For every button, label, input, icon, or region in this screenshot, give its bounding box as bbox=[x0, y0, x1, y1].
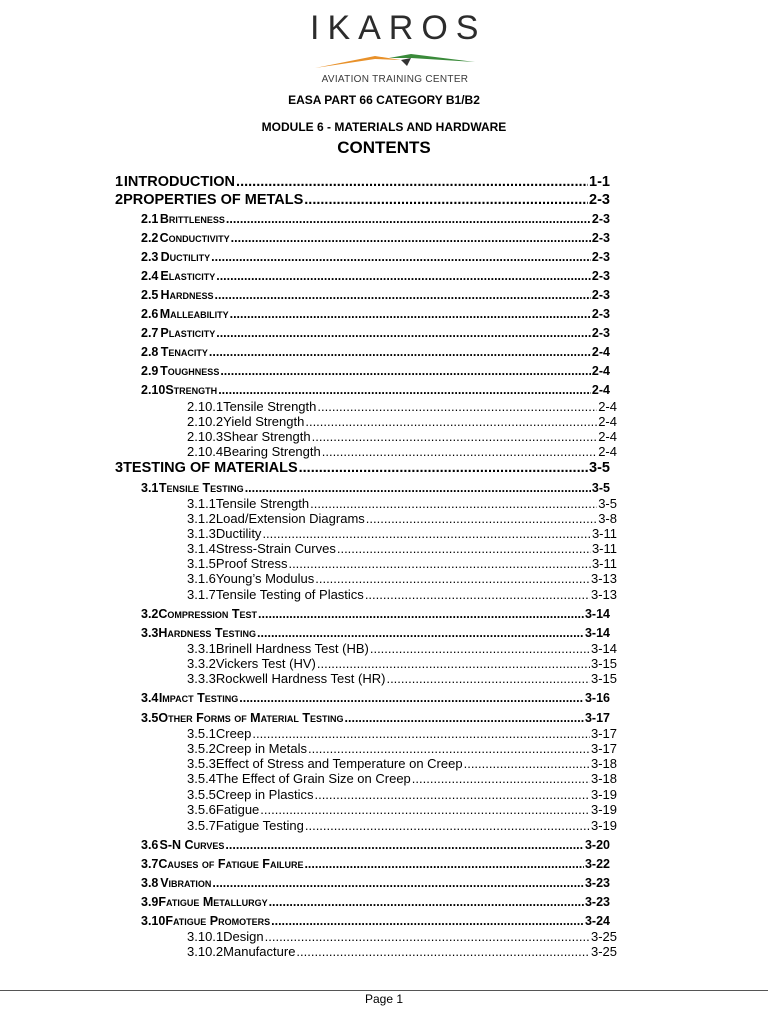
toc-entry-page: 3-16 bbox=[584, 691, 610, 705]
toc-entry[interactable] bbox=[141, 607, 610, 624]
toc-entry-page: 3-5 bbox=[598, 496, 617, 511]
toc-dot-leader bbox=[218, 383, 591, 397]
toc-entry-page: 3-17 bbox=[590, 726, 617, 741]
toc-entry-number: 2.10.4 bbox=[187, 444, 224, 459]
toc-dot-leader bbox=[412, 771, 590, 786]
toc-entry-page: 3-5 bbox=[589, 460, 610, 476]
toc-entry-page: 2-4 bbox=[591, 383, 610, 397]
toc-entry-number: 3.10.1 bbox=[187, 929, 224, 944]
toc-entry-title: Vibration bbox=[160, 876, 212, 890]
toc-dot-leader bbox=[305, 414, 597, 429]
toc-dot-leader bbox=[215, 288, 591, 302]
toc-entry-title: Fatigue bbox=[215, 802, 260, 817]
toc-entry-page: 3-25 bbox=[590, 929, 617, 944]
toc-dot-leader bbox=[304, 857, 584, 871]
toc-entry-title: Tensile Strength bbox=[223, 399, 317, 414]
toc-entry[interactable] bbox=[187, 511, 617, 526]
toc-entry-title: Fatigue Promoters bbox=[165, 914, 271, 928]
toc-entry-title: Strength bbox=[165, 383, 218, 397]
toc-entry-title: Compression Test bbox=[158, 607, 258, 621]
toc-entry-number: 2 bbox=[115, 192, 124, 208]
toc-entry-title: INTRODUCTION bbox=[123, 174, 236, 190]
toc-entry-number: 3.3.2 bbox=[187, 656, 216, 671]
toc-entry-page: 3-25 bbox=[590, 944, 617, 959]
toc-entry-number: 2.3 bbox=[141, 250, 159, 264]
toc-entry-number: 3.1.5 bbox=[187, 556, 216, 571]
toc-dot-leader bbox=[345, 711, 584, 725]
toc-entry-number: 3.4 bbox=[141, 691, 159, 705]
toc-dot-leader bbox=[322, 444, 597, 459]
module-title: MODULE 6 - MATERIALS AND HARDWARE bbox=[261, 120, 507, 134]
toc-entry-page: 3-23 bbox=[584, 895, 610, 909]
toc-entry-number: 3.3.1 bbox=[187, 641, 216, 656]
toc-dot-leader bbox=[257, 626, 584, 640]
toc-entry[interactable] bbox=[141, 326, 610, 343]
toc-dot-leader bbox=[314, 787, 590, 802]
toc-entry-title: Toughness bbox=[160, 364, 220, 378]
toc-entry-title: Tensile Testing of Plastics bbox=[215, 587, 364, 602]
toc-dot-leader bbox=[216, 326, 591, 340]
toc-entry-number: 3.8 bbox=[141, 876, 159, 890]
toc-entry-title: Plasticity bbox=[160, 326, 216, 340]
toc-entry-page: 2-3 bbox=[591, 231, 610, 245]
toc-entry-title: Tenacity bbox=[160, 345, 208, 359]
toc-dot-leader bbox=[269, 895, 584, 909]
toc-entry-page: 2-4 bbox=[598, 429, 617, 444]
toc-entry-number: 3.1.2 bbox=[187, 511, 216, 526]
toc-entry-number: 3.5.1 bbox=[187, 726, 216, 741]
toc-entry[interactable] bbox=[187, 526, 617, 541]
toc-entry-page: 2-3 bbox=[591, 288, 610, 302]
toc-entry[interactable] bbox=[187, 556, 617, 571]
toc-dot-leader bbox=[310, 496, 597, 511]
toc-dot-leader bbox=[304, 192, 588, 208]
toc-entry[interactable] bbox=[141, 307, 610, 324]
toc-dot-leader bbox=[386, 671, 590, 686]
toc-entry[interactable] bbox=[187, 802, 617, 817]
toc-entry[interactable] bbox=[187, 671, 617, 686]
toc-entry-title: Creep in Metals bbox=[215, 741, 307, 756]
toc-entry-number: 2.5 bbox=[141, 288, 159, 302]
toc-dot-leader bbox=[239, 691, 584, 705]
toc-entry-page: 3-11 bbox=[591, 526, 617, 541]
toc-dot-leader bbox=[230, 307, 591, 321]
toc-entry-page: 3-11 bbox=[591, 541, 617, 556]
toc-entry-page: 3-14 bbox=[584, 607, 610, 621]
toc-entry[interactable] bbox=[187, 726, 617, 741]
toc-dot-leader bbox=[288, 556, 590, 571]
toc-entry-number: 2.7 bbox=[141, 326, 159, 340]
toc-dot-leader bbox=[245, 481, 591, 495]
toc-entry[interactable] bbox=[141, 288, 610, 305]
toc-entry[interactable] bbox=[187, 587, 617, 602]
toc-entry[interactable] bbox=[141, 895, 610, 912]
toc-dot-leader bbox=[308, 741, 590, 756]
toc-entry[interactable] bbox=[115, 174, 610, 192]
page-number: Page 1 bbox=[364, 992, 404, 1006]
toc-entry-title: Manufacture bbox=[223, 944, 296, 959]
toc-entry-number: 2.9 bbox=[141, 364, 159, 378]
toc-entry[interactable] bbox=[187, 571, 617, 586]
toc-entry-title: Causes of Fatigue Failure bbox=[158, 857, 304, 871]
toc-entry-title: Stress-Strain Curves bbox=[215, 541, 336, 556]
toc-entry-page: 3-8 bbox=[598, 511, 617, 526]
toc-entry-page: 3-20 bbox=[584, 838, 610, 852]
toc-entry-page: 3-19 bbox=[590, 787, 617, 802]
toc-entry[interactable] bbox=[187, 444, 617, 459]
toc-entry-title: Ductility bbox=[160, 250, 211, 264]
toc-entry-page: 3-17 bbox=[590, 741, 617, 756]
toc-entry-page: 2-3 bbox=[591, 212, 610, 226]
toc-dot-leader bbox=[317, 656, 590, 671]
toc-entry-page: 3-23 bbox=[584, 876, 610, 890]
toc-entry-number: 2.10 bbox=[141, 383, 166, 397]
toc-entry[interactable] bbox=[141, 383, 610, 400]
toc-entry[interactable] bbox=[141, 269, 610, 286]
toc-entry-number: 2.1 bbox=[141, 212, 159, 226]
toc-entry-title: S-N Curves bbox=[159, 838, 225, 852]
toc-entry-page: 3-5 bbox=[591, 481, 610, 495]
toc-entry-title: Effect of Stress and Temperature on Creep bbox=[215, 756, 463, 771]
toc-entry-title: Conductivity bbox=[159, 231, 230, 245]
toc-dot-leader bbox=[216, 269, 591, 283]
toc-entry-number: 2.6 bbox=[141, 307, 159, 321]
toc-entry[interactable] bbox=[141, 838, 610, 855]
toc-entry[interactable] bbox=[187, 496, 617, 511]
toc-entry-number: 3.3.3 bbox=[187, 671, 216, 686]
toc-entry-title: Young’s Modulus bbox=[215, 571, 315, 586]
toc-entry-number: 3.5.6 bbox=[187, 802, 216, 817]
toc-dot-leader bbox=[312, 429, 598, 444]
toc-entry-title: Rockwell Hardness Test (HR) bbox=[215, 671, 386, 686]
toc-entry-number: 3.1.3 bbox=[187, 526, 216, 541]
toc-entry-page: 3-17 bbox=[584, 711, 610, 725]
toc-entry[interactable] bbox=[141, 364, 610, 381]
toc-entry-number: 3.5 bbox=[141, 711, 159, 725]
toc-entry-number: 2.10.2 bbox=[187, 414, 224, 429]
toc-entry[interactable] bbox=[187, 414, 617, 429]
toc-entry[interactable] bbox=[141, 231, 610, 248]
toc-entry-page: 2-4 bbox=[598, 399, 617, 414]
toc-entry-title: Tensile Strength bbox=[215, 496, 310, 511]
toc-entry[interactable] bbox=[141, 857, 610, 874]
toc-entry-page: 3-18 bbox=[590, 756, 617, 771]
toc-entry[interactable] bbox=[187, 929, 617, 944]
toc-entry-page: 2-4 bbox=[591, 364, 610, 378]
toc-entry-title: Tensile Testing bbox=[158, 481, 244, 495]
toc-entry-page: 2-4 bbox=[598, 414, 617, 429]
toc-entry-title: Design bbox=[223, 929, 264, 944]
toc-entry-page: 3-15 bbox=[590, 656, 617, 671]
toc-entry-number: 3.1.7 bbox=[187, 587, 216, 602]
toc-entry-number: 3.1 bbox=[141, 481, 159, 495]
toc-entry-title: Bearing Strength bbox=[223, 444, 321, 459]
toc-entry-page: 3-22 bbox=[584, 857, 610, 871]
toc-entry-number: 3.10.2 bbox=[187, 944, 224, 959]
toc-dot-leader bbox=[252, 726, 590, 741]
toc-entry-page: 1-1 bbox=[589, 174, 610, 190]
contents-heading: CONTENTS bbox=[337, 138, 431, 157]
toc-entry-number: 2.8 bbox=[141, 345, 159, 359]
toc-entry[interactable] bbox=[187, 641, 617, 656]
toc-entry-title: Fatigue Metallurgy bbox=[158, 895, 268, 909]
toc-dot-leader bbox=[258, 607, 584, 621]
toc-entry-number: 3.1.4 bbox=[187, 541, 216, 556]
toc-dot-leader bbox=[305, 818, 590, 833]
toc-entry-number: 2.4 bbox=[141, 269, 159, 283]
toc-dot-leader bbox=[370, 641, 590, 656]
toc-entry-number: 3.5.4 bbox=[187, 771, 216, 786]
toc-entry-number: 3.2 bbox=[141, 607, 159, 621]
toc-entry-title: Brinell Hardness Test (HB) bbox=[215, 641, 369, 656]
toc-entry-number: 3.9 bbox=[141, 895, 159, 909]
toc-entry-number: 2.10.1 bbox=[187, 399, 224, 414]
toc-entry-page: 2-3 bbox=[591, 307, 610, 321]
toc-entry[interactable] bbox=[187, 818, 617, 833]
toc-entry-title: TESTING OF MATERIALS bbox=[123, 460, 298, 476]
toc-entry-number: 3.6 bbox=[141, 838, 159, 852]
toc-entry[interactable] bbox=[187, 756, 617, 771]
toc-entry-title: Impact Testing bbox=[158, 691, 239, 705]
toc-entry[interactable] bbox=[115, 460, 610, 478]
toc-dot-leader bbox=[464, 756, 590, 771]
toc-dot-leader bbox=[220, 364, 591, 378]
toc-entry[interactable] bbox=[187, 541, 617, 556]
toc-entry-title: PROPERTIES OF METALS bbox=[123, 192, 304, 208]
toc-entry[interactable] bbox=[187, 399, 617, 414]
toc-entry[interactable] bbox=[187, 656, 617, 671]
toc-entry[interactable] bbox=[187, 787, 617, 802]
logo-wordmark: IKAROS bbox=[310, 9, 487, 47]
toc-dot-leader bbox=[317, 399, 597, 414]
toc-entry-number: 3.10 bbox=[141, 914, 166, 928]
toc-dot-leader bbox=[366, 511, 597, 526]
logo-subtitle: AVIATION TRAINING CENTER bbox=[321, 74, 469, 85]
toc-entry[interactable] bbox=[141, 691, 610, 708]
toc-entry-title: Hardness bbox=[160, 288, 214, 302]
toc-entry[interactable] bbox=[187, 429, 617, 444]
toc-entry[interactable] bbox=[141, 250, 610, 267]
toc-entry-number: 1 bbox=[115, 174, 124, 190]
footer-divider bbox=[0, 990, 768, 991]
toc-entry-title: Malleability bbox=[159, 307, 229, 321]
toc-dot-leader bbox=[209, 345, 591, 359]
toc-entry-page: 2-3 bbox=[591, 269, 610, 283]
toc-entry-title: Ductility bbox=[215, 526, 262, 541]
toc-entry-number: 3.7 bbox=[141, 857, 159, 871]
toc-entry-page: 2-3 bbox=[591, 250, 610, 264]
toc-entry-page: 3-19 bbox=[590, 818, 617, 833]
toc-entry-number: 3 bbox=[115, 460, 124, 476]
toc-entry-title: Creep in Plastics bbox=[215, 787, 314, 802]
toc-dot-leader bbox=[231, 231, 591, 245]
toc-entry[interactable] bbox=[187, 771, 617, 786]
toc-entry-page: 2-4 bbox=[591, 345, 610, 359]
toc-dot-leader bbox=[296, 944, 590, 959]
toc-entry-number: 3.3 bbox=[141, 626, 159, 640]
toc-entry-number: 3.5.3 bbox=[187, 756, 216, 771]
toc-dot-leader bbox=[315, 571, 590, 586]
toc-entry-page: 3-11 bbox=[591, 556, 617, 571]
toc-entry-page: 3-15 bbox=[590, 671, 617, 686]
toc-entry-page: 3-19 bbox=[590, 802, 617, 817]
toc-entry-page: 3-13 bbox=[590, 587, 617, 602]
toc-entry-number: 3.5.2 bbox=[187, 741, 216, 756]
toc-entry-title: Load/Extension Diagrams bbox=[215, 511, 365, 526]
toc-dot-leader bbox=[365, 587, 590, 602]
toc-entry-number: 3.5.7 bbox=[187, 818, 216, 833]
toc-dot-leader bbox=[337, 541, 591, 556]
toc-entry-number: 2.2 bbox=[141, 231, 159, 245]
toc-entry-title: Hardness Testing bbox=[158, 626, 257, 640]
toc-dot-leader bbox=[271, 914, 584, 928]
toc-entry-number: 3.1.1 bbox=[187, 496, 216, 511]
toc-entry-page: 3-14 bbox=[584, 626, 610, 640]
toc-dot-leader bbox=[236, 174, 588, 190]
document-category: EASA PART 66 CATEGORY B1/B2 bbox=[288, 93, 480, 107]
toc-dot-leader bbox=[265, 929, 590, 944]
toc-entry-title: Creep bbox=[215, 726, 252, 741]
toc-entry-page: 3-24 bbox=[584, 914, 610, 928]
toc-entry-page: 3-18 bbox=[590, 771, 617, 786]
toc-entry-title: The Effect of Grain Size on Creep bbox=[215, 771, 411, 786]
toc-entry-title: Yield Strength bbox=[223, 414, 305, 429]
toc-entry-title: Elasticity bbox=[160, 269, 216, 283]
toc-entry-title: Shear Strength bbox=[223, 429, 311, 444]
toc-dot-leader bbox=[212, 876, 584, 890]
toc-entry-title: Other Forms of Material Testing bbox=[158, 711, 344, 725]
toc-entry-page: 2-3 bbox=[591, 326, 610, 340]
toc-dot-leader bbox=[211, 250, 591, 264]
toc-entry[interactable] bbox=[115, 192, 610, 210]
toc-dot-leader bbox=[260, 802, 590, 817]
toc-entry-title: Fatigue Testing bbox=[215, 818, 304, 833]
toc-entry-title: Proof Stress bbox=[215, 556, 288, 571]
toc-entry[interactable] bbox=[141, 212, 610, 229]
toc-entry[interactable] bbox=[187, 741, 617, 756]
toc-dot-leader bbox=[262, 526, 591, 541]
toc-entry-title: Brittleness bbox=[159, 212, 225, 226]
toc-entry[interactable] bbox=[187, 944, 617, 959]
toc-entry-number: 3.1.6 bbox=[187, 571, 216, 586]
toc-entry[interactable] bbox=[141, 876, 610, 893]
toc-dot-leader bbox=[225, 838, 584, 852]
toc-entry-page: 3-14 bbox=[590, 641, 617, 656]
toc-dot-leader bbox=[226, 212, 591, 226]
toc-entry-number: 2.10.3 bbox=[187, 429, 224, 444]
toc-entry[interactable] bbox=[141, 345, 610, 362]
toc-entry-page: 2-4 bbox=[598, 444, 617, 459]
toc-entry-page: 3-13 bbox=[590, 571, 617, 586]
toc-entry-page: 2-3 bbox=[589, 192, 610, 208]
toc-dot-leader bbox=[299, 460, 588, 476]
toc-entry-title: Vickers Test (HV) bbox=[215, 656, 316, 671]
toc-entry-number: 3.5.5 bbox=[187, 787, 216, 802]
